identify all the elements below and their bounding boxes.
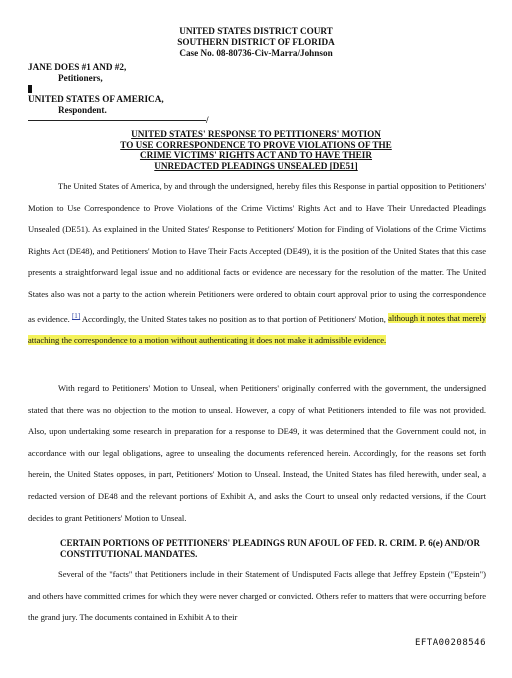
document-title bbox=[60, 129, 452, 171]
title-line-4: UNREDACTED PLEADINGS UNSEALED [DE51] bbox=[154, 160, 358, 171]
redaction-mark bbox=[28, 85, 32, 93]
paragraph-response bbox=[28, 176, 486, 352]
case-caption bbox=[28, 62, 164, 115]
caption-divider bbox=[28, 120, 206, 121]
footnote-link[interactable]: [1] bbox=[71, 311, 81, 320]
caption-slash: / bbox=[206, 115, 209, 125]
court-name: UNITED STATES DISTRICT COURT bbox=[179, 26, 333, 36]
bates-number: EFTA00208546 bbox=[414, 638, 486, 648]
paragraph-1-continuation: Accordingly, the United States takes no position as to that portion of Petitioners' Motion, bbox=[80, 313, 389, 324]
highlighted-text: although it notes that merely attaching the correspondence to a motion without authenticating it does not make it admissible evidence. bbox=[28, 313, 486, 345]
title-line-1: UNITED STATES' RESPONSE TO PETITIONERS' MOTION bbox=[131, 129, 381, 139]
title-line-3: CRIME VICTIMS' RIGHTS ACT AND TO HAVE THEIR bbox=[139, 150, 373, 161]
paragraph-1-text: The United States of America, by and through the undersigned, hereby files this Response in partial opposition to Petitioners' Motion to Use Correspondence to Prove Violations of the Crime Victims' Rights Act and to Have Their Unredacted Pleadings Unsealed (DE51). As explained in the United States' Response to Petitioners' Motion for Finding of Violations of the Crime Victims Rights Act (DE48), and Petitioners' Motion to Have Their Facts Accepted (DE49), it is the position of the United States that this case presents a straightforward legal issue and no additional facts or evidence are necessary for the resolution of the matter. The United States also was not a party to the action wherein Petitioners were ordered to obtain court approval prior to using the correspondence as evidence. bbox=[28, 181, 486, 324]
petitioners-role: Petitioners, bbox=[58, 72, 103, 83]
section-heading: CERTAIN PORTIONS OF PETITIONERS' PLEADINGS RUN AFOUL OF FED. R. CRIM. P. 6(e) AND/OR CONSTITUTIONAL MANDATES. bbox=[60, 538, 480, 559]
title-line-2: TO USE CORRESPONDENCE TO PROVE VIOLATIONS OF THE bbox=[120, 139, 392, 150]
case-number: Case No. 08-80736-Civ-Marra/Johnson bbox=[179, 48, 333, 58]
paragraph-unseal: With regard to Petitioners' Motion to Unseal, when Petitioners' originally conferred with the government, the undersigned stated that there was no objection to the motion to unseal. However, a copy of what Petitioners intended to file was not provided. Also, upon undertaking some research in preparation for a response to DE49, it was determined that the Government could not, in accordance with our legal obligations, agree to unsealing the documents referenced herein. Accordingly, for the reasons set forth herein, the United States opposes, in part, Petitioners' Motion to Unseal. Instead, the United States has filed herewith, under seal, a redacted version of DE48 and the relevant portions of Exhibit A, and asks the Court to unseal only redacted versions, if the Court decides to grant Petitioners' Motion to Unseal. bbox=[28, 383, 486, 523]
petitioners-name: JANE DOES #1 AND #2, bbox=[28, 62, 127, 72]
court-district: SOUTHERN DISTRICT OF FLORIDA bbox=[177, 37, 335, 47]
respondent-name: UNITED STATES OF AMERICA, bbox=[28, 94, 164, 104]
paragraph-facts: Several of the "facts" that Petitioners include in their Statement of Undisputed Facts allege that Jeffrey Epstein ("Epstein") and others have committed crimes for which they were never charged or convicted. Others refer to matters that were occurring before the grand jury. The documents contained in Exhibit A to their bbox=[28, 569, 486, 623]
court-header bbox=[0, 26, 512, 59]
respondent-role: Respondent. bbox=[58, 104, 107, 115]
